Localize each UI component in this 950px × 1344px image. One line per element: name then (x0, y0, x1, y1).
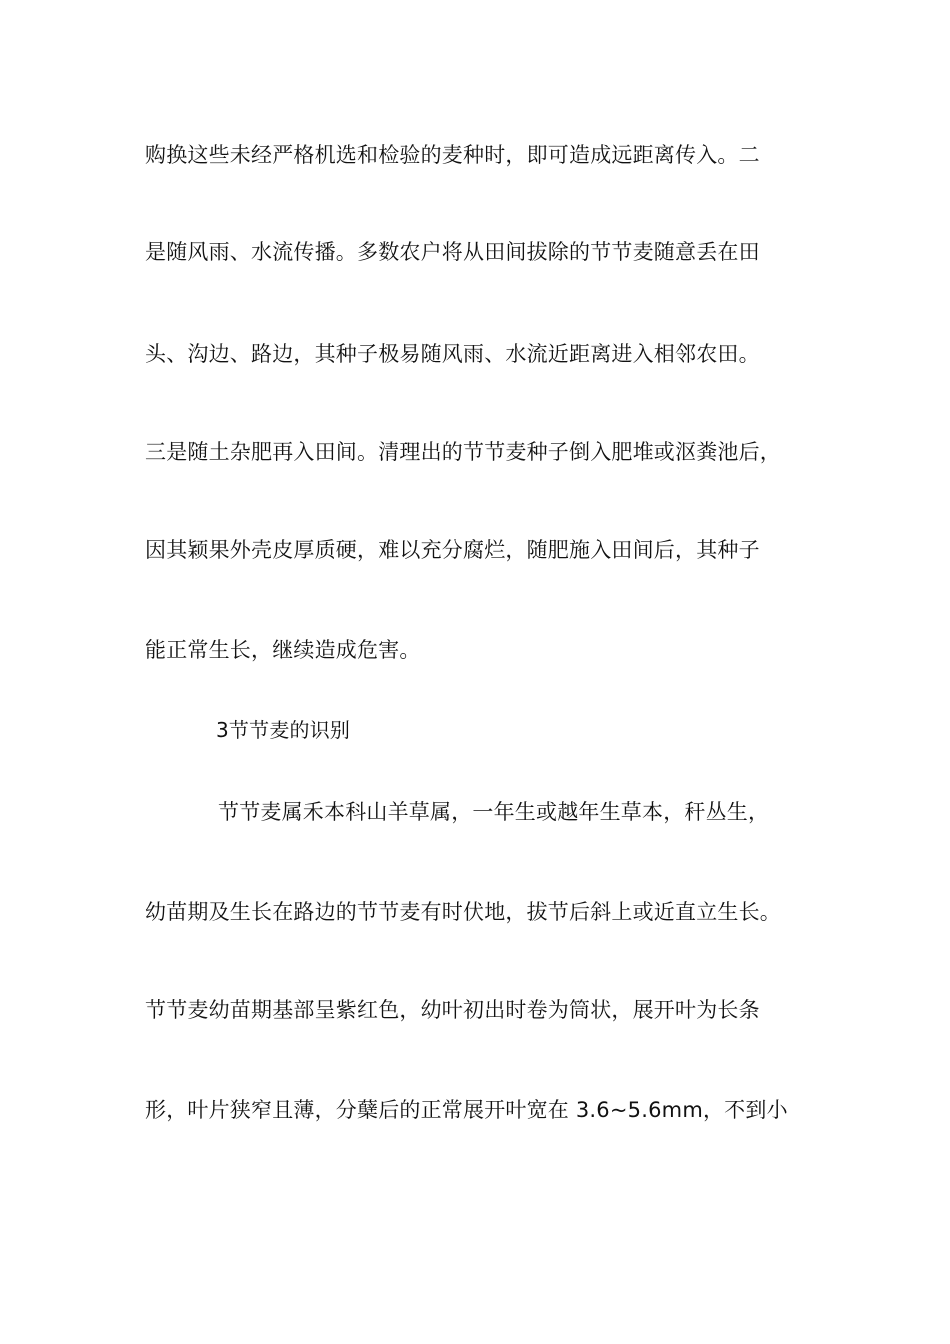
paragraph-line: 头、沟边、路边，其种子极易随风雨、水流近距离进入相邻农田。 (145, 342, 760, 366)
paragraph-line: 形，叶片狭窄且薄，分蘖后的正常展开叶宽在 3.6~5.6mm，不到小 (145, 1098, 788, 1122)
paragraph-line: 节节麦幼苗期基部呈紫红色，幼叶初出时卷为筒状，展开叶为长条 (145, 998, 760, 1022)
paragraph-line: 幼苗期及生长在路边的节节麦有时伏地，拔节后斜上或近直立生长。 (145, 900, 781, 924)
paragraph-line: 能正常生长，继续造成危害。 (145, 638, 421, 662)
paragraph-line: 是随风雨、水流传播。多数农户将从田间拔除的节节麦随意丢在田 (145, 240, 760, 264)
paragraph-line: 三是随土杂肥再入田间。清理出的节节麦种子倒入肥堆或沤粪池后， (145, 440, 781, 464)
paragraph-line: 购换这些未经严格机选和检验的麦种时，即可造成远距离传入。二 (145, 143, 760, 167)
section-heading: 3节节麦的识别 (216, 718, 351, 742)
paragraph-line: 因其颖果外壳皮厚质硬，难以充分腐烂，随肥施入田间后，其种子 (145, 538, 760, 562)
paragraph-line: 节节麦属禾本科山羊草属，一年生或越年生草本，秆丛生， (218, 800, 770, 824)
